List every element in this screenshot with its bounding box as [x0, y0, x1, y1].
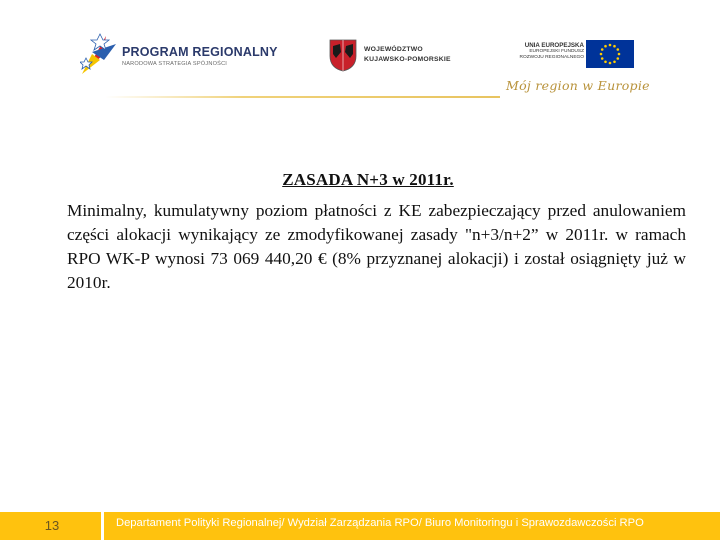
- eu-logo-line1: UNIA EUROPEJSKA: [524, 42, 584, 49]
- region-logo-line1: WOJEWÓDZTWO: [364, 46, 423, 53]
- region-logo-line2: KUJAWSKO-POMORSKIE: [364, 56, 451, 63]
- motto-text: Mój region w Europie: [506, 78, 650, 93]
- program-logo-subtitle: NARODOWA STRATEGIA SPÓJNOŚCI: [122, 61, 228, 67]
- eu-flag-icon: [586, 40, 634, 68]
- slide-footer: [0, 512, 720, 540]
- program-logo-title: PROGRAM REGIONALNY: [122, 45, 278, 59]
- program-regionalny-logo: [80, 30, 290, 76]
- eu-logo: [500, 38, 640, 70]
- footer-department-text: Departament Polityki Regionalnej/ Wydział Zarządzania RPO/ Biuro Monitoringu i Sprawozdawczości RPO: [116, 517, 644, 529]
- page-number: 13: [44, 518, 60, 533]
- slide-body-text: Minimalny, kumulatywny poziom płatności z KE zabezpieczający przed anulowaniem części alokacji wynikający ze zmodyfikowanej zasady "n+3/n+2” w 2011r. w ramach RPO WK-P wynosi 73 069 440,20 € (8% przyznanej alokacji) i został osiągnięty już w 2010r.: [67, 201, 686, 292]
- coat-of-arms-icon: [328, 38, 358, 72]
- slide-title: ZASADA N+3 w 2011r.: [282, 170, 454, 189]
- eu-logo-line3: ROZWOJU REGIONALNEGO: [519, 55, 584, 60]
- slide-header: [0, 0, 720, 110]
- header-divider: [105, 96, 500, 98]
- kujawsko-pomorskie-logo: [328, 38, 478, 74]
- nss-star-icon: [80, 30, 120, 76]
- eu-logo-line2: EUROPEJSKI FUNDUSZ: [529, 49, 584, 54]
- page-number-box: [0, 512, 104, 540]
